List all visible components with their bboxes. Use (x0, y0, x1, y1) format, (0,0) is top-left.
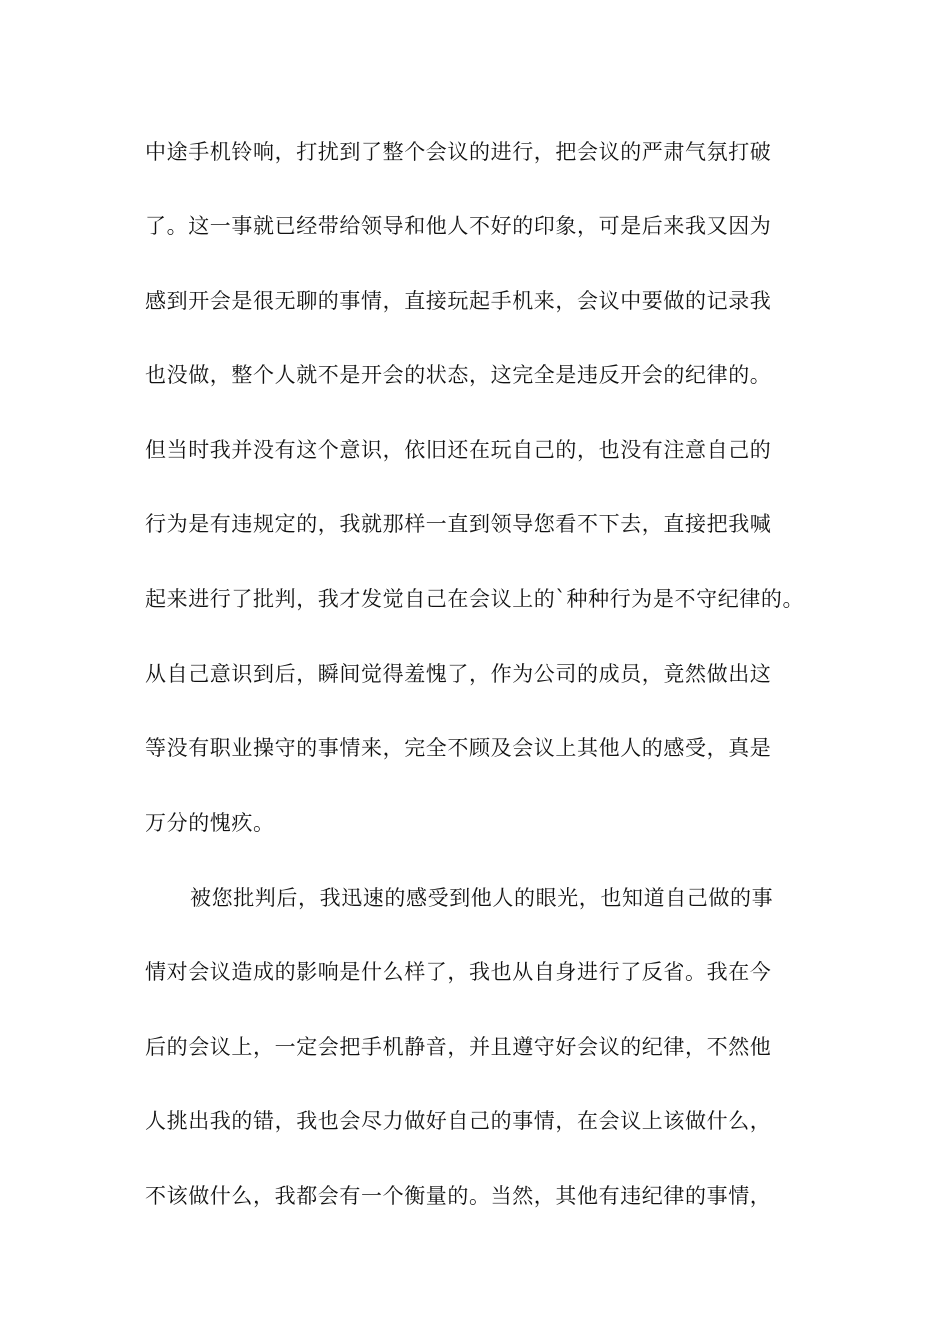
text-line: 不该做什么，我都会有一个衡量的。当然，其他有违纪律的事情， (145, 1184, 772, 1208)
text-line: 等没有职业操守的事情来，完全不顾及会议上其他人的感受，真是 (145, 736, 772, 760)
text-line: 情对会议造成的影响是什么样了，我也从自身进行了反省。我在今 (145, 960, 772, 984)
text-line: 也没做，整个人就不是开会的状态，这完全是违反开会的纪律的。 (145, 363, 772, 387)
text-line: 行为是有违规定的，我就那样一直到领导您看不下去，直接把我喊 (145, 512, 772, 536)
text-line: 中途手机铃响，打扰到了整个会议的进行，把会议的严肃气氛打破 (145, 140, 772, 164)
text-line: 人挑出我的错，我也会尽力做好自己的事情，在会议上该做什么， (145, 1109, 772, 1133)
text-line: 后的会议上，一定会把手机静音，并且遵守好会议的纪律，不然他 (145, 1035, 772, 1059)
text-line: 被您批判后，我迅速的感受到他人的眼光，也知道自己做的事 (190, 886, 774, 910)
text-line: 从自己意识到后，瞬间觉得羞愧了，作为公司的成员，竟然做出这 (145, 662, 772, 686)
text-line: 万分的愧疚。 (145, 811, 275, 835)
text-line: 起来进行了批判，我才发觉自己在会议上的`种种行为是不守纪律的。 (145, 587, 805, 611)
text-line: 了。这一事就已经带给领导和他人不好的印象，可是后来我又因为 (145, 214, 772, 238)
text-line: 但当时我并没有这个意识，依旧还在玩自己的，也没有注意自己的 (145, 438, 772, 462)
text-line: 感到开会是很无聊的事情，直接玩起手机来，会议中要做的记录我 (145, 289, 772, 313)
